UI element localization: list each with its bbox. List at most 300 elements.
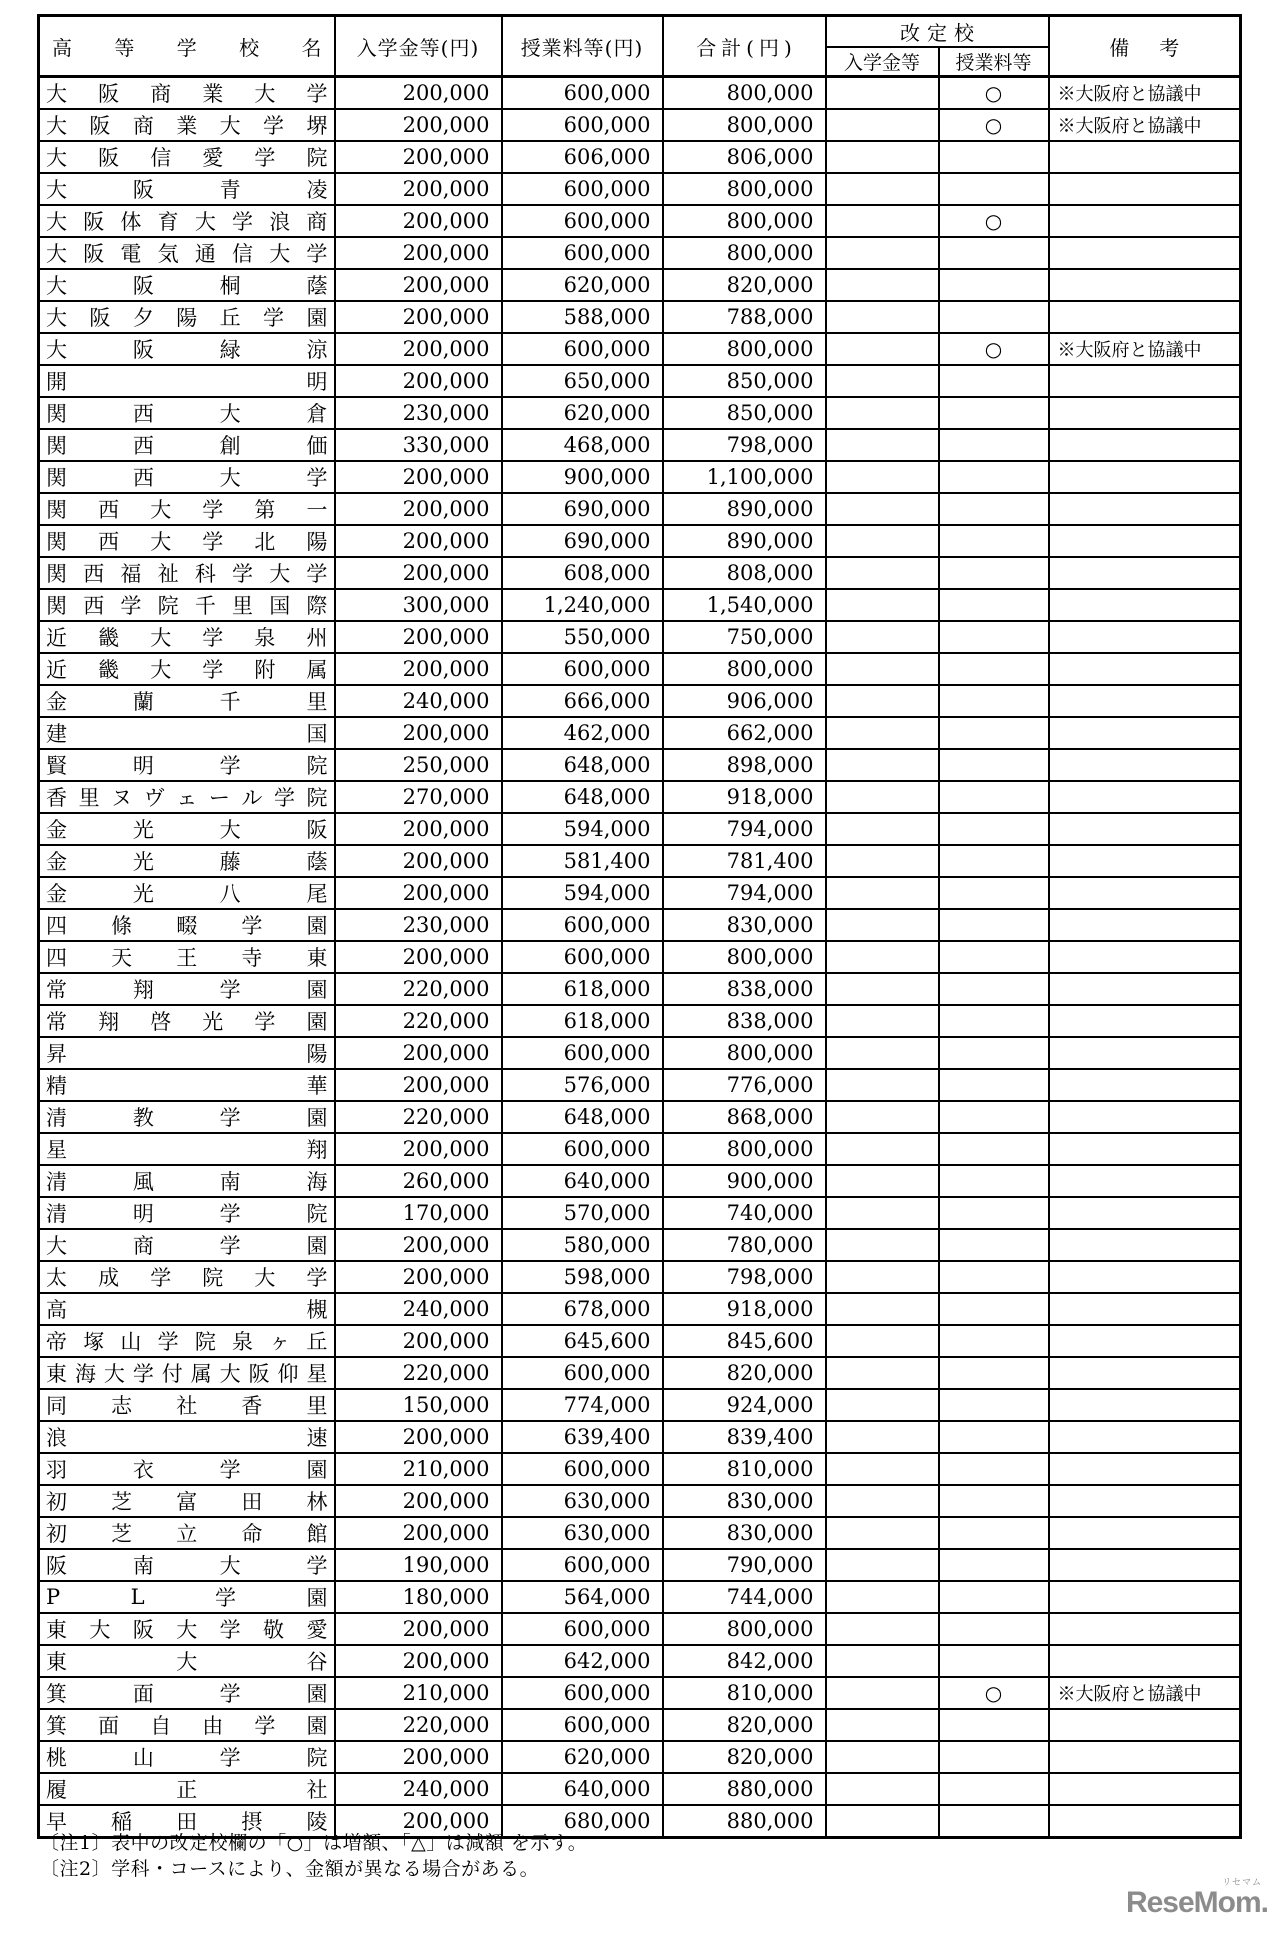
cell-total: 850,000 bbox=[663, 365, 826, 397]
table-row bbox=[39, 429, 1241, 461]
cell-total: 1,100,000 bbox=[663, 461, 826, 493]
cell-revised-tuition bbox=[939, 1517, 1049, 1549]
cell-revised-entrance bbox=[826, 1101, 939, 1133]
cell-revised-tuition bbox=[939, 1005, 1049, 1037]
cell-revised-entrance bbox=[826, 173, 939, 205]
cell-entrance-fee: 200,000 bbox=[335, 653, 502, 685]
cell-entrance-fee: 200,000 bbox=[335, 941, 502, 973]
cell-remark bbox=[1049, 685, 1241, 717]
cell-revised-entrance bbox=[826, 653, 939, 685]
cell-revised-entrance bbox=[826, 1613, 939, 1645]
cell-remark bbox=[1049, 1421, 1241, 1453]
cell-revised-entrance bbox=[826, 973, 939, 1005]
cell-tuition-fee: 600,000 bbox=[502, 941, 663, 973]
cell-tuition-fee: 639,400 bbox=[502, 1421, 663, 1453]
cell-school-name: 大 阪 信 愛 学 院 bbox=[39, 141, 335, 173]
cell-tuition-fee: 564,000 bbox=[502, 1581, 663, 1613]
cell-school-name: 金 蘭 千 里 bbox=[39, 685, 335, 717]
cell-total: 900,000 bbox=[663, 1165, 826, 1197]
cell-remark bbox=[1049, 1037, 1241, 1069]
cell-entrance-fee: 200,000 bbox=[335, 1741, 502, 1773]
cell-entrance-fee: 220,000 bbox=[335, 1101, 502, 1133]
cell-entrance-fee: 200,000 bbox=[335, 1613, 502, 1645]
cell-revised-entrance bbox=[826, 1453, 939, 1485]
table-row bbox=[39, 685, 1241, 717]
cell-school-name: 金 光 大 阪 bbox=[39, 813, 335, 845]
cell-remark bbox=[1049, 1773, 1241, 1805]
cell-school-name: 大 阪 電 気 通 信 大 学 bbox=[39, 237, 335, 269]
cell-revised-entrance bbox=[826, 269, 939, 301]
cell-total: 820,000 bbox=[663, 1709, 826, 1741]
cell-remark bbox=[1049, 1581, 1241, 1613]
table-row bbox=[39, 525, 1241, 557]
cell-school-name: 浪 速 bbox=[39, 1421, 335, 1453]
cell-revised-entrance bbox=[826, 1165, 939, 1197]
cell-remark bbox=[1049, 1549, 1241, 1581]
cell-total: 800,000 bbox=[663, 333, 826, 365]
cell-total: 744,000 bbox=[663, 1581, 826, 1613]
cell-total: 806,000 bbox=[663, 141, 826, 173]
cell-remark: ※大阪府と協議中 bbox=[1049, 77, 1241, 110]
cell-remark bbox=[1049, 429, 1241, 461]
table-row bbox=[39, 1325, 1241, 1357]
cell-entrance-fee: 220,000 bbox=[335, 1709, 502, 1741]
cell-revised-tuition bbox=[939, 1773, 1049, 1805]
cell-school-name: 清 教 学 園 bbox=[39, 1101, 335, 1133]
table-row bbox=[39, 749, 1241, 781]
table-row bbox=[39, 365, 1241, 397]
cell-remark bbox=[1049, 461, 1241, 493]
cell-tuition-fee: 600,000 bbox=[502, 1357, 663, 1389]
cell-revised-tuition bbox=[939, 237, 1049, 269]
cell-tuition-fee: 690,000 bbox=[502, 493, 663, 525]
table-row bbox=[39, 1485, 1241, 1517]
cell-tuition-fee: 606,000 bbox=[502, 141, 663, 173]
table-row bbox=[39, 1709, 1241, 1741]
fee-table-header bbox=[39, 16, 1241, 77]
cell-total: 740,000 bbox=[663, 1197, 826, 1229]
cell-tuition-fee: 580,000 bbox=[502, 1229, 663, 1261]
cell-school-name: 同 志 社 香 里 bbox=[39, 1389, 335, 1421]
cell-entrance-fee: 200,000 bbox=[335, 301, 502, 333]
cell-remark bbox=[1049, 781, 1241, 813]
table-row bbox=[39, 1293, 1241, 1325]
cell-remark bbox=[1049, 269, 1241, 301]
cell-entrance-fee: 200,000 bbox=[335, 813, 502, 845]
cell-revised-entrance bbox=[826, 301, 939, 333]
cell-revised-tuition: ○ bbox=[939, 1677, 1049, 1709]
cell-total: 906,000 bbox=[663, 685, 826, 717]
table-row bbox=[39, 173, 1241, 205]
cell-remark bbox=[1049, 1645, 1241, 1677]
header-revised-tuition: 授業料等 bbox=[939, 47, 1049, 77]
cell-school-name: 四 天 王 寺 東 bbox=[39, 941, 335, 973]
cell-school-name: 近 畿 大 学 泉 州 bbox=[39, 621, 335, 653]
cell-remark bbox=[1049, 173, 1241, 205]
cell-tuition-fee: 900,000 bbox=[502, 461, 663, 493]
cell-revised-entrance bbox=[826, 1261, 939, 1293]
cell-tuition-fee: 600,000 bbox=[502, 1453, 663, 1485]
cell-revised-entrance bbox=[826, 1229, 939, 1261]
table-row bbox=[39, 717, 1241, 749]
cell-total: 810,000 bbox=[663, 1453, 826, 1485]
cell-tuition-fee: 630,000 bbox=[502, 1485, 663, 1517]
cell-revised-tuition bbox=[939, 909, 1049, 941]
cell-revised-entrance bbox=[826, 1709, 939, 1741]
cell-revised-tuition bbox=[939, 557, 1049, 589]
cell-tuition-fee: 620,000 bbox=[502, 397, 663, 429]
cell-entrance-fee: 200,000 bbox=[335, 1325, 502, 1357]
cell-tuition-fee: 680,000 bbox=[502, 1805, 663, 1838]
cell-school-name: 大 阪 商 業 大 学 堺 bbox=[39, 109, 335, 141]
cell-tuition-fee: 620,000 bbox=[502, 1741, 663, 1773]
cell-entrance-fee: 220,000 bbox=[335, 1005, 502, 1037]
cell-remark bbox=[1049, 205, 1241, 237]
cell-revised-entrance bbox=[826, 1293, 939, 1325]
cell-total: 820,000 bbox=[663, 1741, 826, 1773]
cell-tuition-fee: 600,000 bbox=[502, 1037, 663, 1069]
cell-revised-entrance bbox=[826, 1005, 939, 1037]
cell-remark bbox=[1049, 525, 1241, 557]
table-row bbox=[39, 1677, 1241, 1709]
cell-school-name: 金 光 八 尾 bbox=[39, 877, 335, 909]
cell-tuition-fee: 648,000 bbox=[502, 1101, 663, 1133]
cell-remark bbox=[1049, 301, 1241, 333]
cell-revised-entrance bbox=[826, 717, 939, 749]
cell-school-name: 大 阪 緑 涼 bbox=[39, 333, 335, 365]
cell-remark bbox=[1049, 1005, 1241, 1037]
cell-revised-tuition bbox=[939, 301, 1049, 333]
cell-total: 845,600 bbox=[663, 1325, 826, 1357]
cell-entrance-fee: 200,000 bbox=[335, 493, 502, 525]
table-row bbox=[39, 461, 1241, 493]
cell-total: 800,000 bbox=[663, 1037, 826, 1069]
cell-tuition-fee: 642,000 bbox=[502, 1645, 663, 1677]
cell-revised-tuition bbox=[939, 1709, 1049, 1741]
cell-revised-tuition bbox=[939, 493, 1049, 525]
cell-revised-tuition bbox=[939, 141, 1049, 173]
cell-revised-tuition bbox=[939, 525, 1049, 557]
cell-school-name: 関 西 創 価 bbox=[39, 429, 335, 461]
table-row bbox=[39, 1133, 1241, 1165]
table-row bbox=[39, 1197, 1241, 1229]
cell-school-name: 羽 衣 学 園 bbox=[39, 1453, 335, 1485]
cell-revised-tuition bbox=[939, 173, 1049, 205]
cell-remark bbox=[1049, 1325, 1241, 1357]
cell-entrance-fee: 200,000 bbox=[335, 173, 502, 205]
cell-school-name: 関 西 福 祉 科 学 大 学 bbox=[39, 557, 335, 589]
cell-total: 830,000 bbox=[663, 1485, 826, 1517]
cell-tuition-fee: 666,000 bbox=[502, 685, 663, 717]
cell-total: 788,000 bbox=[663, 301, 826, 333]
cell-total: 850,000 bbox=[663, 397, 826, 429]
cell-total: 794,000 bbox=[663, 813, 826, 845]
cell-remark bbox=[1049, 1165, 1241, 1197]
cell-revised-tuition bbox=[939, 845, 1049, 877]
cell-school-name: 精 華 bbox=[39, 1069, 335, 1101]
cell-revised-tuition: ○ bbox=[939, 333, 1049, 365]
cell-revised-entrance bbox=[826, 1581, 939, 1613]
cell-remark bbox=[1049, 237, 1241, 269]
cell-school-name: 箕 面 自 由 学 園 bbox=[39, 1709, 335, 1741]
cell-tuition-fee: 618,000 bbox=[502, 973, 663, 1005]
cell-revised-tuition: ○ bbox=[939, 205, 1049, 237]
cell-total: 918,000 bbox=[663, 1293, 826, 1325]
cell-entrance-fee: 200,000 bbox=[335, 109, 502, 141]
cell-school-name: 帝 塚 山 学 院 泉 ヶ 丘 bbox=[39, 1325, 335, 1357]
cell-entrance-fee: 200,000 bbox=[335, 1069, 502, 1101]
cell-total: 800,000 bbox=[663, 77, 826, 110]
cell-entrance-fee: 180,000 bbox=[335, 1581, 502, 1613]
cell-total: 780,000 bbox=[663, 1229, 826, 1261]
cell-tuition-fee: 600,000 bbox=[502, 237, 663, 269]
cell-tuition-fee: 581,400 bbox=[502, 845, 663, 877]
cell-remark: ※大阪府と協議中 bbox=[1049, 109, 1241, 141]
cell-remark bbox=[1049, 589, 1241, 621]
cell-revised-tuition bbox=[939, 1581, 1049, 1613]
cell-revised-tuition bbox=[939, 365, 1049, 397]
cell-tuition-fee: 650,000 bbox=[502, 365, 663, 397]
cell-tuition-fee: 600,000 bbox=[502, 653, 663, 685]
cell-revised-tuition bbox=[939, 1613, 1049, 1645]
table-row bbox=[39, 813, 1241, 845]
cell-revised-entrance bbox=[826, 109, 939, 141]
cell-total: 830,000 bbox=[663, 909, 826, 941]
cell-entrance-fee: 200,000 bbox=[335, 1485, 502, 1517]
cell-total: 800,000 bbox=[663, 1133, 826, 1165]
cell-entrance-fee: 200,000 bbox=[335, 1037, 502, 1069]
cell-total: 800,000 bbox=[663, 237, 826, 269]
cell-school-name: 大 阪 夕 陽 丘 学 園 bbox=[39, 301, 335, 333]
cell-revised-tuition bbox=[939, 1421, 1049, 1453]
cell-tuition-fee: 645,600 bbox=[502, 1325, 663, 1357]
cell-entrance-fee: 270,000 bbox=[335, 781, 502, 813]
table-row bbox=[39, 205, 1241, 237]
cell-remark: ※大阪府と協議中 bbox=[1049, 1677, 1241, 1709]
header-revised-entrance: 入学金等 bbox=[826, 47, 939, 77]
cell-revised-entrance bbox=[826, 237, 939, 269]
header-remarks: 備考 bbox=[1049, 16, 1241, 77]
table-row bbox=[39, 557, 1241, 589]
table-row bbox=[39, 77, 1241, 110]
cell-revised-tuition bbox=[939, 653, 1049, 685]
cell-revised-tuition bbox=[939, 749, 1049, 781]
cell-entrance-fee: 200,000 bbox=[335, 205, 502, 237]
cell-revised-tuition bbox=[939, 621, 1049, 653]
cell-revised-entrance bbox=[826, 1133, 939, 1165]
cell-total: 800,000 bbox=[663, 173, 826, 205]
cell-revised-entrance bbox=[826, 1517, 939, 1549]
cell-total: 808,000 bbox=[663, 557, 826, 589]
cell-entrance-fee: 200,000 bbox=[335, 1229, 502, 1261]
cell-revised-entrance bbox=[826, 461, 939, 493]
cell-revised-tuition bbox=[939, 1101, 1049, 1133]
cell-remark bbox=[1049, 1741, 1241, 1773]
cell-school-name: 東 大 谷 bbox=[39, 1645, 335, 1677]
cell-tuition-fee: 774,000 bbox=[502, 1389, 663, 1421]
cell-school-name: 賢 明 学 院 bbox=[39, 749, 335, 781]
cell-entrance-fee: 200,000 bbox=[335, 845, 502, 877]
table-row bbox=[39, 109, 1241, 141]
cell-revised-entrance bbox=[826, 845, 939, 877]
cell-total: 838,000 bbox=[663, 1005, 826, 1037]
cell-total: 810,000 bbox=[663, 1677, 826, 1709]
table-row bbox=[39, 1517, 1241, 1549]
cell-revised-entrance bbox=[826, 909, 939, 941]
cell-school-name: 開 明 bbox=[39, 365, 335, 397]
cell-entrance-fee: 260,000 bbox=[335, 1165, 502, 1197]
cell-revised-entrance bbox=[826, 493, 939, 525]
resemom-watermark bbox=[1126, 1878, 1268, 1918]
cell-remark bbox=[1049, 909, 1241, 941]
cell-total: 820,000 bbox=[663, 1357, 826, 1389]
cell-tuition-fee: 600,000 bbox=[502, 173, 663, 205]
cell-total: 800,000 bbox=[663, 653, 826, 685]
cell-school-name: 香 里 ヌ ヴ ェ ー ル 学 院 bbox=[39, 781, 335, 813]
cell-tuition-fee: 620,000 bbox=[502, 269, 663, 301]
cell-remark bbox=[1049, 1389, 1241, 1421]
cell-total: 1,540,000 bbox=[663, 589, 826, 621]
cell-revised-entrance bbox=[826, 941, 939, 973]
cell-school-name: 履 正 社 bbox=[39, 1773, 335, 1805]
cell-revised-entrance bbox=[826, 1357, 939, 1389]
cell-tuition-fee: 690,000 bbox=[502, 525, 663, 557]
cell-entrance-fee: 150,000 bbox=[335, 1389, 502, 1421]
cell-revised-tuition bbox=[939, 1325, 1049, 1357]
header-entrance-fee: 入学金等(円) bbox=[335, 16, 502, 77]
header-tuition-fee: 授業料等(円) bbox=[502, 16, 663, 77]
table-row bbox=[39, 269, 1241, 301]
cell-entrance-fee: 250,000 bbox=[335, 749, 502, 781]
cell-remark: ※大阪府と協議中 bbox=[1049, 333, 1241, 365]
cell-entrance-fee: 200,000 bbox=[335, 269, 502, 301]
cell-entrance-fee: 200,000 bbox=[335, 525, 502, 557]
cell-entrance-fee: 240,000 bbox=[335, 685, 502, 717]
cell-entrance-fee: 230,000 bbox=[335, 909, 502, 941]
table-row bbox=[39, 493, 1241, 525]
cell-school-name: 東 大 阪 大 学 敬 愛 bbox=[39, 1613, 335, 1645]
cell-tuition-fee: 600,000 bbox=[502, 1133, 663, 1165]
cell-remark bbox=[1049, 1517, 1241, 1549]
cell-entrance-fee: 200,000 bbox=[335, 1421, 502, 1453]
table-row bbox=[39, 781, 1241, 813]
cell-entrance-fee: 200,000 bbox=[335, 461, 502, 493]
cell-tuition-fee: 648,000 bbox=[502, 781, 663, 813]
cell-revised-tuition bbox=[939, 1357, 1049, 1389]
cell-revised-tuition bbox=[939, 941, 1049, 973]
cell-school-name: 金 光 藤 蔭 bbox=[39, 845, 335, 877]
table-row bbox=[39, 1581, 1241, 1613]
cell-entrance-fee: 230,000 bbox=[335, 397, 502, 429]
cell-revised-entrance bbox=[826, 365, 939, 397]
cell-school-name: 星 翔 bbox=[39, 1133, 335, 1165]
cell-revised-entrance bbox=[826, 1037, 939, 1069]
cell-revised-tuition bbox=[939, 1453, 1049, 1485]
cell-remark bbox=[1049, 877, 1241, 909]
cell-revised-tuition bbox=[939, 781, 1049, 813]
cell-entrance-fee: 200,000 bbox=[335, 141, 502, 173]
cell-total: 776,000 bbox=[663, 1069, 826, 1101]
cell-revised-entrance bbox=[826, 589, 939, 621]
cell-remark bbox=[1049, 973, 1241, 1005]
cell-revised-tuition: ○ bbox=[939, 77, 1049, 110]
cell-revised-tuition bbox=[939, 1389, 1049, 1421]
cell-revised-entrance bbox=[826, 1389, 939, 1421]
cell-revised-tuition bbox=[939, 973, 1049, 1005]
cell-tuition-fee: 678,000 bbox=[502, 1293, 663, 1325]
cell-revised-entrance bbox=[826, 141, 939, 173]
table-row bbox=[39, 877, 1241, 909]
cell-total: 924,000 bbox=[663, 1389, 826, 1421]
cell-total: 798,000 bbox=[663, 1261, 826, 1293]
table-row bbox=[39, 1453, 1241, 1485]
cell-revised-entrance bbox=[826, 557, 939, 589]
cell-school-name: 関 西 大 学 北 陽 bbox=[39, 525, 335, 557]
header-total: 合計(円) bbox=[663, 16, 826, 77]
cell-revised-tuition bbox=[939, 717, 1049, 749]
table-row bbox=[39, 973, 1241, 1005]
cell-tuition-fee: 1,240,000 bbox=[502, 589, 663, 621]
cell-tuition-fee: 618,000 bbox=[502, 1005, 663, 1037]
cell-school-name: 関 西 大 倉 bbox=[39, 397, 335, 429]
cell-school-name: 高 槻 bbox=[39, 1293, 335, 1325]
header-revised-schools: 改定校 bbox=[826, 16, 1049, 48]
cell-revised-entrance bbox=[826, 205, 939, 237]
table-row bbox=[39, 1261, 1241, 1293]
table-row bbox=[39, 909, 1241, 941]
cell-total: 800,000 bbox=[663, 1613, 826, 1645]
cell-revised-entrance bbox=[826, 77, 939, 110]
cell-entrance-fee: 200,000 bbox=[335, 1261, 502, 1293]
cell-total: 842,000 bbox=[663, 1645, 826, 1677]
fee-table bbox=[37, 14, 1242, 1839]
cell-remark bbox=[1049, 397, 1241, 429]
table-row bbox=[39, 1101, 1241, 1133]
cell-tuition-fee: 462,000 bbox=[502, 717, 663, 749]
cell-revised-entrance bbox=[826, 1773, 939, 1805]
table-row bbox=[39, 653, 1241, 685]
cell-remark bbox=[1049, 1357, 1241, 1389]
cell-revised-entrance bbox=[826, 1549, 939, 1581]
cell-school-name: 東 海 大 学 付 属 大 阪 仰 星 bbox=[39, 1357, 335, 1389]
cell-remark bbox=[1049, 1453, 1241, 1485]
cell-tuition-fee: 600,000 bbox=[502, 205, 663, 237]
cell-remark bbox=[1049, 493, 1241, 525]
table-row bbox=[39, 1005, 1241, 1037]
cell-school-name: 桃 山 学 院 bbox=[39, 1741, 335, 1773]
cell-total: 790,000 bbox=[663, 1549, 826, 1581]
cell-remark bbox=[1049, 365, 1241, 397]
cell-school-name: 関 西 大 学 bbox=[39, 461, 335, 493]
cell-remark bbox=[1049, 941, 1241, 973]
cell-school-name: 大 商 学 園 bbox=[39, 1229, 335, 1261]
cell-tuition-fee: 648,000 bbox=[502, 749, 663, 781]
cell-entrance-fee: 300,000 bbox=[335, 589, 502, 621]
cell-revised-tuition bbox=[939, 1805, 1049, 1838]
cell-total: 918,000 bbox=[663, 781, 826, 813]
cell-revised-tuition bbox=[939, 1133, 1049, 1165]
cell-remark bbox=[1049, 749, 1241, 781]
cell-remark bbox=[1049, 653, 1241, 685]
cell-remark bbox=[1049, 557, 1241, 589]
cell-revised-entrance bbox=[826, 1069, 939, 1101]
cell-entrance-fee: 200,000 bbox=[335, 1805, 502, 1838]
cell-total: 800,000 bbox=[663, 205, 826, 237]
cell-revised-tuition bbox=[939, 429, 1049, 461]
cell-school-name: 大 阪 青 凌 bbox=[39, 173, 335, 205]
cell-school-name: 早 稲 田 摂 陵 bbox=[39, 1805, 335, 1838]
table-row bbox=[39, 1741, 1241, 1773]
